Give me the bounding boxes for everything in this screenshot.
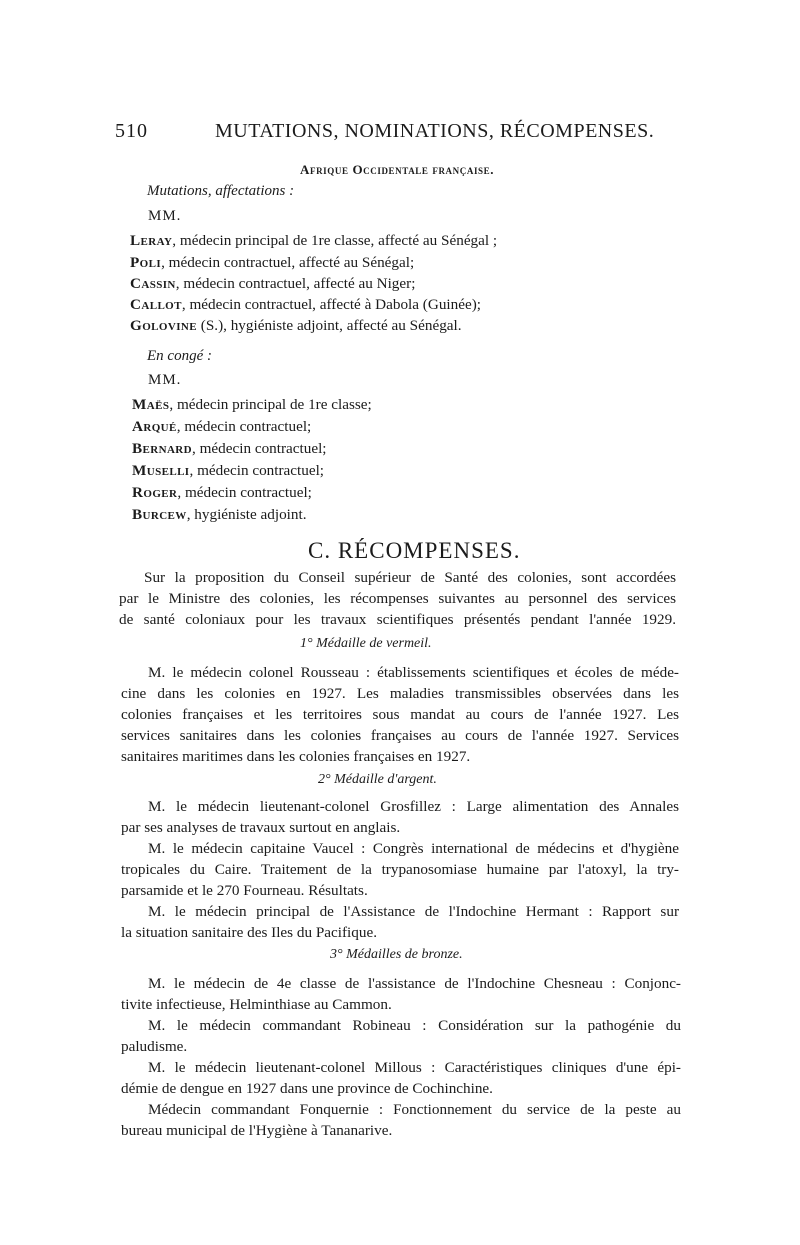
person-name: Callot — [130, 296, 182, 313]
conge-entry — [132, 396, 372, 414]
conge-entry — [132, 440, 327, 458]
bronze-heading: 3° Médailles de bronze. — [330, 947, 463, 962]
award-line: M. le médecin capitaine Vaucel : Congrès international de médecins et d'hygiène — [148, 840, 679, 857]
running-title: MUTATIONS, NOMINATIONS, RÉCOMPENSES. — [215, 120, 655, 142]
entry-text: , médecin contractuel, affecté au Sénégal; — [161, 254, 415, 271]
mutation-entry — [130, 254, 414, 272]
intro-line: par le Ministre des colonies, les récompenses suivantes au personnel des services — [119, 590, 676, 607]
mutation-entry — [130, 296, 481, 314]
page-number: 510 — [115, 120, 148, 142]
entry-text: , médecin contractuel, affecté à Dabola (Guinée); — [181, 296, 481, 313]
award-line: démie de dengue en 1927 dans une province de Cochinchine. — [121, 1080, 493, 1097]
award-line: sanitaires maritimes dans les colonies françaises en 1927. — [121, 748, 471, 765]
entry-text: , médecin contractuel, affecté au Niger; — [175, 275, 416, 292]
award-line: parsamide et le 270 Fourneau. Résultats. — [121, 882, 368, 899]
award-line: M. le médecin de 4e classe de l'assistance de l'Indochine Chesneau : Conjonc- — [148, 975, 681, 992]
award-line: par ses analyses de travaux surtout en anglais. — [121, 819, 401, 836]
conge-heading: En congé : — [147, 348, 212, 364]
award-line: tivite infectieuse, Helminthiase au Cammon. — [121, 996, 392, 1013]
person-name: Burcew — [132, 506, 187, 523]
entry-text: , médecin contractuel; — [176, 418, 312, 435]
conge-entry — [132, 484, 312, 502]
award-line: M. le médecin lieutenant-colonel Millous : Caractéristiques cliniques d'une épi- — [148, 1059, 681, 1076]
person-name: Maës — [132, 396, 170, 413]
entry-text: , médecin contractuel; — [177, 484, 312, 501]
mutations-mm: MM. — [148, 208, 182, 224]
award-line: paludisme. — [121, 1038, 188, 1055]
entry-text: , hygiéniste adjoint. — [186, 506, 307, 523]
award-line: M. le médecin commandant Robineau : Considération sur la pathogénie du — [148, 1017, 681, 1034]
mutation-entry — [130, 317, 462, 335]
award-line: la situation sanitaire des Iles du Pacifique. — [121, 924, 378, 941]
running-header — [115, 120, 655, 148]
entry-text: (S.), hygiéniste adjoint, affecté au Sénégal. — [196, 317, 462, 334]
award-line: tropicales du Caire. Traitement de la trypanosomiase humaine par l'atoxyl, la try- — [121, 861, 679, 878]
entry-text: , médecin contractuel; — [189, 462, 325, 479]
person-name: Arqué — [132, 418, 177, 435]
person-name: Leray — [130, 232, 173, 249]
conge-mm: MM. — [148, 372, 182, 388]
person-name: Cassin — [130, 275, 176, 292]
argent-heading: 2° Médaille d'argent. — [318, 772, 437, 787]
person-name: Bernard — [132, 440, 192, 457]
award-line: Médecin commandant Fonquernie : Fonctionnement du service de la peste au — [148, 1101, 681, 1118]
conge-entry — [132, 418, 311, 436]
conge-entry — [132, 506, 307, 524]
person-name: Poli — [130, 254, 162, 271]
award-line: services sanitaires dans les colonies françaises au cours de l'année 1927. Services — [121, 727, 679, 744]
mutation-entry — [130, 275, 415, 293]
region-heading: Afrique Occidentale française. — [300, 162, 495, 177]
award-line: M. le médecin principal de l'Assistance de l'Indochine Hermant : Rapport sur — [148, 903, 679, 920]
entry-text: , médecin principal de 1re classe; — [169, 396, 372, 413]
section-title: C. RÉCOMPENSES. — [308, 538, 521, 563]
mutations-heading: Mutations, affectations : — [147, 183, 295, 199]
award-line: colonies françaises et les territoires sous mandat au cours de l'année 1927. Les — [121, 706, 679, 723]
intro-line: de santé coloniaux pour les travaux scientifiques présentés pendant l'année 1929. — [119, 611, 676, 628]
conge-entry — [132, 462, 324, 480]
person-name: Golovine — [130, 317, 197, 334]
entry-text: , médecin contractuel; — [192, 440, 327, 457]
entry-text: , médecin principal de 1re classe, affecté au Sénégal ; — [172, 232, 498, 249]
person-name: Muselli — [132, 462, 190, 479]
vermeil-heading: 1° Médaille de vermeil. — [300, 636, 432, 651]
award-line: M. le médecin colonel Rousseau : établissements scientifiques et écoles de méde- — [148, 664, 679, 681]
award-line: cine dans les colonies en 1927. Les maladies transmissibles observées dans les — [121, 685, 679, 702]
mutation-entry — [130, 232, 497, 250]
award-line: M. le médecin lieutenant-colonel Grosfillez : Large alimentation des Annales — [148, 798, 679, 815]
person-name: Roger — [132, 484, 178, 501]
intro-line: Sur la proposition du Conseil supérieur de Santé des colonies, sont accordées — [144, 569, 676, 586]
award-line: bureau municipal de l'Hygiène à Tananarive. — [121, 1122, 393, 1139]
